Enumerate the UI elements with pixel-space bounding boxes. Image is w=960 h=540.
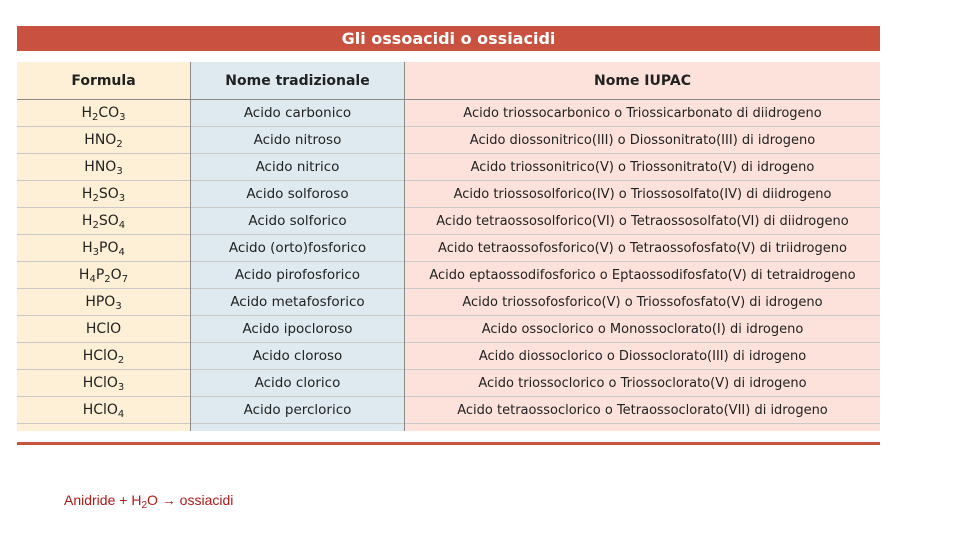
- formula-symbol: HPO: [85, 294, 116, 310]
- table-row: [17, 397, 880, 424]
- caption-subscript: 2: [141, 500, 147, 511]
- formula-cell: [17, 370, 190, 396]
- iupac-name-cell: Acido ossoclorico o Monossoclorato(I) di idrogeno: [481, 321, 804, 337]
- table-row: [17, 343, 880, 370]
- formula-subscript: 3: [117, 381, 125, 393]
- formula-subscript: 3: [116, 165, 123, 177]
- iupac-name-cell: Acido tetraossofosforico(V) o Tetraossofosfato(V) di triidrogeno: [438, 240, 847, 256]
- iupac-name-cell: Acido tetraossosolforico(VI) o Tetraossosolfato(VI) di diidrogeno: [436, 213, 849, 229]
- traditional-name-cell: Acido metafosforico: [230, 294, 365, 310]
- formula-subscript: 7: [121, 273, 129, 285]
- column-divider: [404, 62, 405, 431]
- iupac-name-cell: Acido triossosolforico(IV) o Triossosolfato(IV) di diidrogeno: [453, 186, 832, 202]
- iupac-name-cell: Acido eptaossodifosforico o Eptaossodifosfato(V) di tetraidrogeno: [429, 267, 856, 283]
- traditional-name-cell: Acido pirofosforico: [234, 267, 361, 283]
- iupac-name-cell: Acido tetraossoclorico o Tetraossoclorato(VII) di idrogeno: [457, 402, 828, 418]
- formula-cell: [17, 208, 190, 234]
- formula-cell: [17, 100, 190, 126]
- formula-symbol: HClO: [82, 375, 118, 391]
- formula-subscript: 3: [118, 192, 126, 204]
- formula-symbol: HClO: [82, 402, 118, 418]
- formula-symbol: HClO: [82, 348, 118, 364]
- formula-cell: [17, 154, 190, 180]
- formula-cell: [17, 397, 190, 423]
- traditional-name-cell: Acido solforoso: [246, 186, 349, 202]
- formula-symbol: H: [82, 240, 93, 256]
- formula-cell: [17, 316, 190, 342]
- reaction-caption: [64, 492, 234, 511]
- formula-symbol: H: [81, 186, 93, 202]
- traditional-name-cell: Acido solforico: [248, 213, 347, 229]
- formula-subscript: 4: [117, 408, 125, 420]
- formula-subscript: 2: [92, 219, 99, 231]
- formula-cell: [17, 262, 190, 288]
- formula-cell: [17, 127, 190, 153]
- caption-text-1: Anidride + H: [64, 492, 142, 508]
- iupac-name-cell: Acido triossonitrico(V) o Triossonitrato(V) di idrogeno: [470, 159, 815, 175]
- iupac-name-cell: Acido diossonitrico(III) o Diossonitrato(III) di idrogeno: [469, 132, 816, 148]
- formula-subscript: 2: [117, 354, 125, 366]
- iupac-name-cell: Acido triossoclorico o Triossoclorato(V) di idrogeno: [478, 375, 807, 391]
- formula-cell: [17, 235, 190, 261]
- table-row: [17, 316, 880, 343]
- formula-subscript: 4: [118, 219, 126, 231]
- formula-symbol: HNO: [84, 132, 117, 148]
- formula-subscript: 2: [92, 192, 99, 204]
- formula-symbol: SO: [98, 186, 119, 202]
- caption-text-2: O: [147, 492, 162, 508]
- formula-subscript: 3: [92, 246, 100, 258]
- table-row: [17, 208, 880, 235]
- iupac-name-cell: Acido diossoclorico o Diossoclorato(III) di idrogeno: [478, 348, 807, 364]
- bottom-rule: [17, 442, 880, 445]
- traditional-name-cell: Acido nitroso: [253, 132, 342, 148]
- formula-symbol: CO: [98, 105, 120, 121]
- table-row: [17, 289, 880, 316]
- formula-symbol: O: [110, 267, 122, 283]
- iupac-name-cell: Acido triossofosforico(V) o Triossofosfato(V) di idrogeno: [462, 294, 823, 310]
- table-row: [17, 181, 880, 208]
- header-traditional-name: Nome tradizionale: [225, 72, 370, 89]
- table-row: [17, 235, 880, 262]
- traditional-name-cell: Acido cloroso: [252, 348, 343, 364]
- table-row: [17, 262, 880, 289]
- table-header: [17, 62, 880, 100]
- traditional-name-cell: Acido clorico: [254, 375, 341, 391]
- caption-text-3: ossiacidi: [175, 492, 234, 508]
- formula-subscript: 3: [115, 300, 122, 312]
- formula-subscript: 2: [104, 273, 111, 285]
- table-row: [17, 370, 880, 397]
- traditional-name-cell: Acido carbonico: [243, 105, 352, 121]
- oxoacids-table: [17, 62, 880, 431]
- header-iupac-name: Nome IUPAC: [594, 72, 691, 89]
- formula-symbol: PO: [99, 240, 119, 256]
- traditional-name-cell: Acido perclorico: [243, 402, 352, 418]
- traditional-name-cell: Acido nitrico: [255, 159, 340, 175]
- formula-subscript: 4: [118, 246, 125, 258]
- iupac-name-cell: Acido triossocarbonico o Triossicarbonato di diidrogeno: [463, 105, 822, 121]
- formula-symbol: H: [81, 213, 93, 229]
- formula-subscript: 4: [89, 273, 96, 285]
- table-row: [17, 154, 880, 181]
- table-row: [17, 100, 880, 127]
- column-divider: [190, 62, 191, 431]
- formula-cell: [17, 289, 190, 315]
- table-row: [17, 127, 880, 154]
- formula-cell: [17, 181, 190, 207]
- formula-subscript: 3: [119, 111, 126, 123]
- traditional-name-cell: Acido ipocloroso: [242, 321, 353, 337]
- formula-symbol: HNO: [84, 159, 117, 175]
- formula-cell: [17, 343, 190, 369]
- formula-subscript: 2: [91, 111, 99, 123]
- table-title: Gli ossoacidi o ossiacidi: [17, 26, 880, 51]
- arrow-right-icon: →: [161, 492, 176, 508]
- formula-symbol: H: [78, 267, 90, 283]
- formula-subscript: 2: [116, 138, 123, 150]
- formula-symbol: H: [81, 105, 92, 121]
- formula-symbol: P: [95, 267, 105, 283]
- traditional-name-cell: Acido (orto)fosforico: [228, 240, 367, 256]
- header-formula: Formula: [71, 72, 136, 89]
- formula-symbol: SO: [98, 213, 119, 229]
- formula-symbol: HClO: [85, 321, 122, 337]
